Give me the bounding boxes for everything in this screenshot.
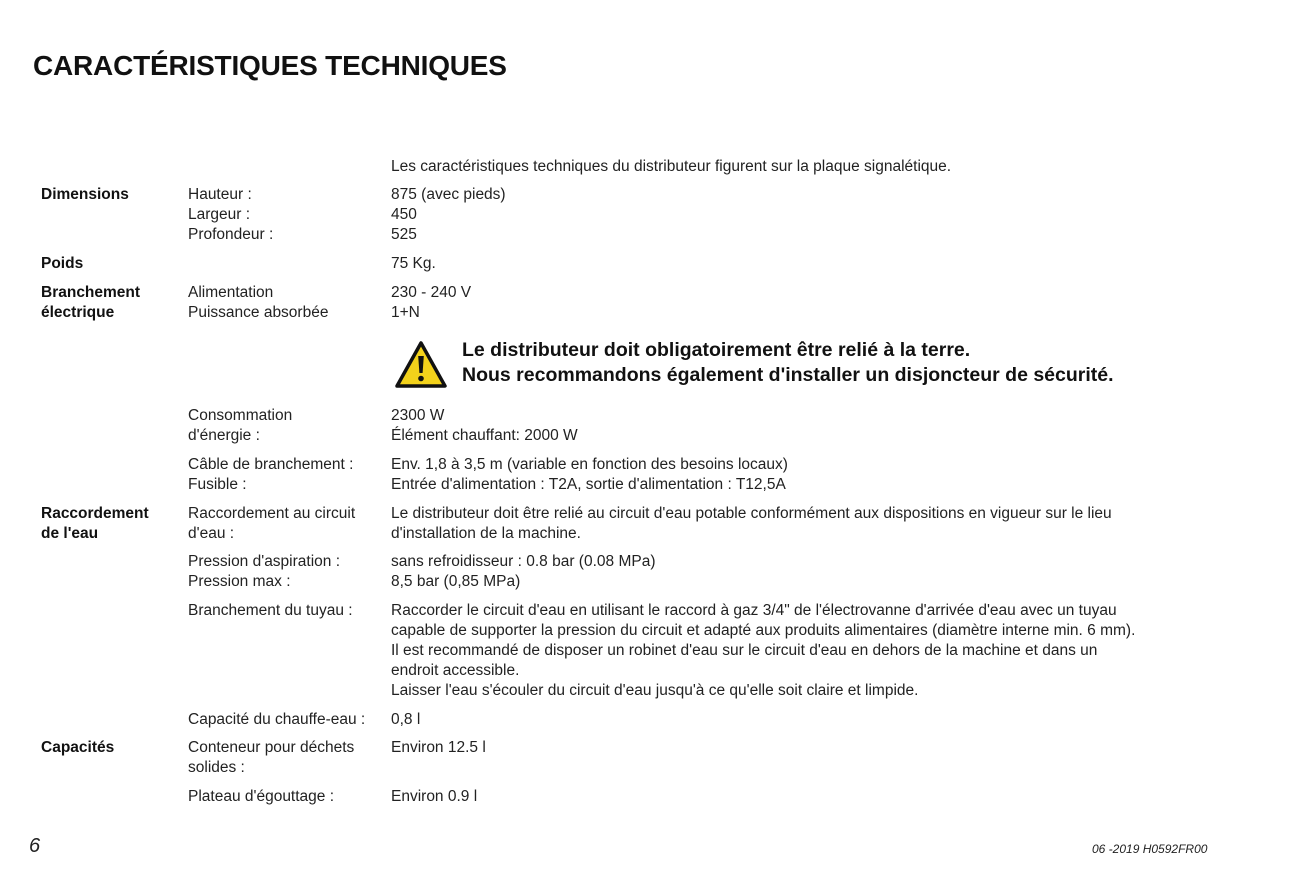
cable-value: Env. 1,8 à 3,5 m (variable en fonction des besoins locaux) (391, 456, 788, 473)
dechets-value: Environ 12.5 l (391, 739, 486, 756)
puissance-label: Puissance absorbée (188, 304, 329, 321)
chauffe-eau-value: 0,8 l (391, 711, 421, 728)
consommation-label-2: d'énergie : (188, 427, 260, 444)
cable-label: Câble de branchement : (188, 456, 354, 473)
page-number: 6 (29, 835, 41, 857)
circuit-label-2: d'eau : (188, 525, 235, 542)
chauffe-eau-label: Capacité du chauffe-eau : (188, 711, 366, 728)
profondeur-value: 525 (391, 226, 417, 243)
circuit-label-1: Raccordement au circuit (188, 505, 356, 522)
section-electrique-label-2: électrique (41, 304, 115, 321)
fusible-label: Fusible : (188, 476, 247, 493)
tuyau-text-line: capable de supporter la pression du circuit et adapté aux produits alimentaires (diamètre interne min. 6 mm). (391, 622, 1136, 639)
section-electrique-label-1: Branchement (41, 284, 141, 301)
tuyau-text-line: Laisser l'eau s'écouler du circuit d'eau jusqu'à ce qu'elle soit claire et limpide. (391, 682, 919, 699)
warning-text-2: Nous recommandons également d'installer un disjoncteur de sécurité. (462, 364, 1114, 386)
pression-max-value: 8,5 bar (0,85 MPa) (391, 573, 521, 590)
consommation-value-1: 2300 W (391, 407, 445, 424)
aspiration-label: Pression d'aspiration : (188, 553, 341, 570)
section-capacites-label: Capacités (41, 739, 115, 756)
intro-text: Les caractéristiques techniques du distributeur figurent sur la plaque signalétique. (391, 158, 952, 175)
section-eau-label-1: Raccordement (41, 505, 149, 522)
dechets-label-2: solides : (188, 759, 245, 776)
poids-value: 75 Kg. (391, 255, 436, 272)
circuit-value-2: d'installation de la machine. (391, 525, 581, 542)
circuit-value-1: Le distributeur doit être relié au circuit d'eau potable conformément aux dispositions en vigueur sur le lieu (391, 505, 1112, 522)
tuyau-text-line: Il est recommandé de disposer un robinet d'eau sur le circuit d'eau en dehors de la machine et dans un (391, 642, 1098, 659)
plateau-label: Plateau d'égouttage : (188, 788, 335, 805)
aspiration-value: sans refroidisseur : 0.8 bar (0.08 MPa) (391, 553, 656, 570)
section-eau-label-2: de l'eau (41, 525, 99, 542)
section-dimensions-label: Dimensions (41, 186, 129, 203)
section-poids-label: Poids (41, 255, 84, 272)
page-title: CARACTÉRISTIQUES TECHNIQUES (33, 50, 507, 81)
tuyau-text-line: Raccorder le circuit d'eau en utilisant le raccord à gaz 3/4" de l'électrovanne d'arrivée d'eau avec un tuyau (391, 602, 1117, 619)
consommation-value-2: Élément chauffant: 2000 W (391, 427, 578, 444)
dechets-label-1: Conteneur pour déchets (188, 739, 355, 756)
pression-max-label: Pression max : (188, 573, 291, 590)
consommation-label-1: Consommation (188, 407, 293, 424)
hauteur-value: 875 (avec pieds) (391, 186, 506, 203)
profondeur-label: Profondeur : (188, 226, 274, 243)
alimentation-value: 230 - 240 V (391, 284, 472, 301)
alimentation-label: Alimentation (188, 284, 274, 301)
tuyau-text-line: endroit accessible. (391, 662, 520, 679)
puissance-value: 1+N (391, 304, 420, 321)
document-reference: 06 -2019 H0592FR00 (1092, 842, 1208, 856)
fusible-value: Entrée d'alimentation : T2A, sortie d'alimentation : T12,5A (391, 476, 786, 493)
warning-triangle-icon (394, 340, 448, 390)
largeur-label: Largeur : (188, 206, 251, 223)
hauteur-label: Hauteur : (188, 186, 252, 203)
largeur-value: 450 (391, 206, 417, 223)
tuyau-label: Branchement du tuyau : (188, 602, 353, 619)
plateau-value: Environ 0.9 l (391, 788, 478, 805)
warning-text-1: Le distributeur doit obligatoirement être relié à la terre. (462, 339, 971, 361)
